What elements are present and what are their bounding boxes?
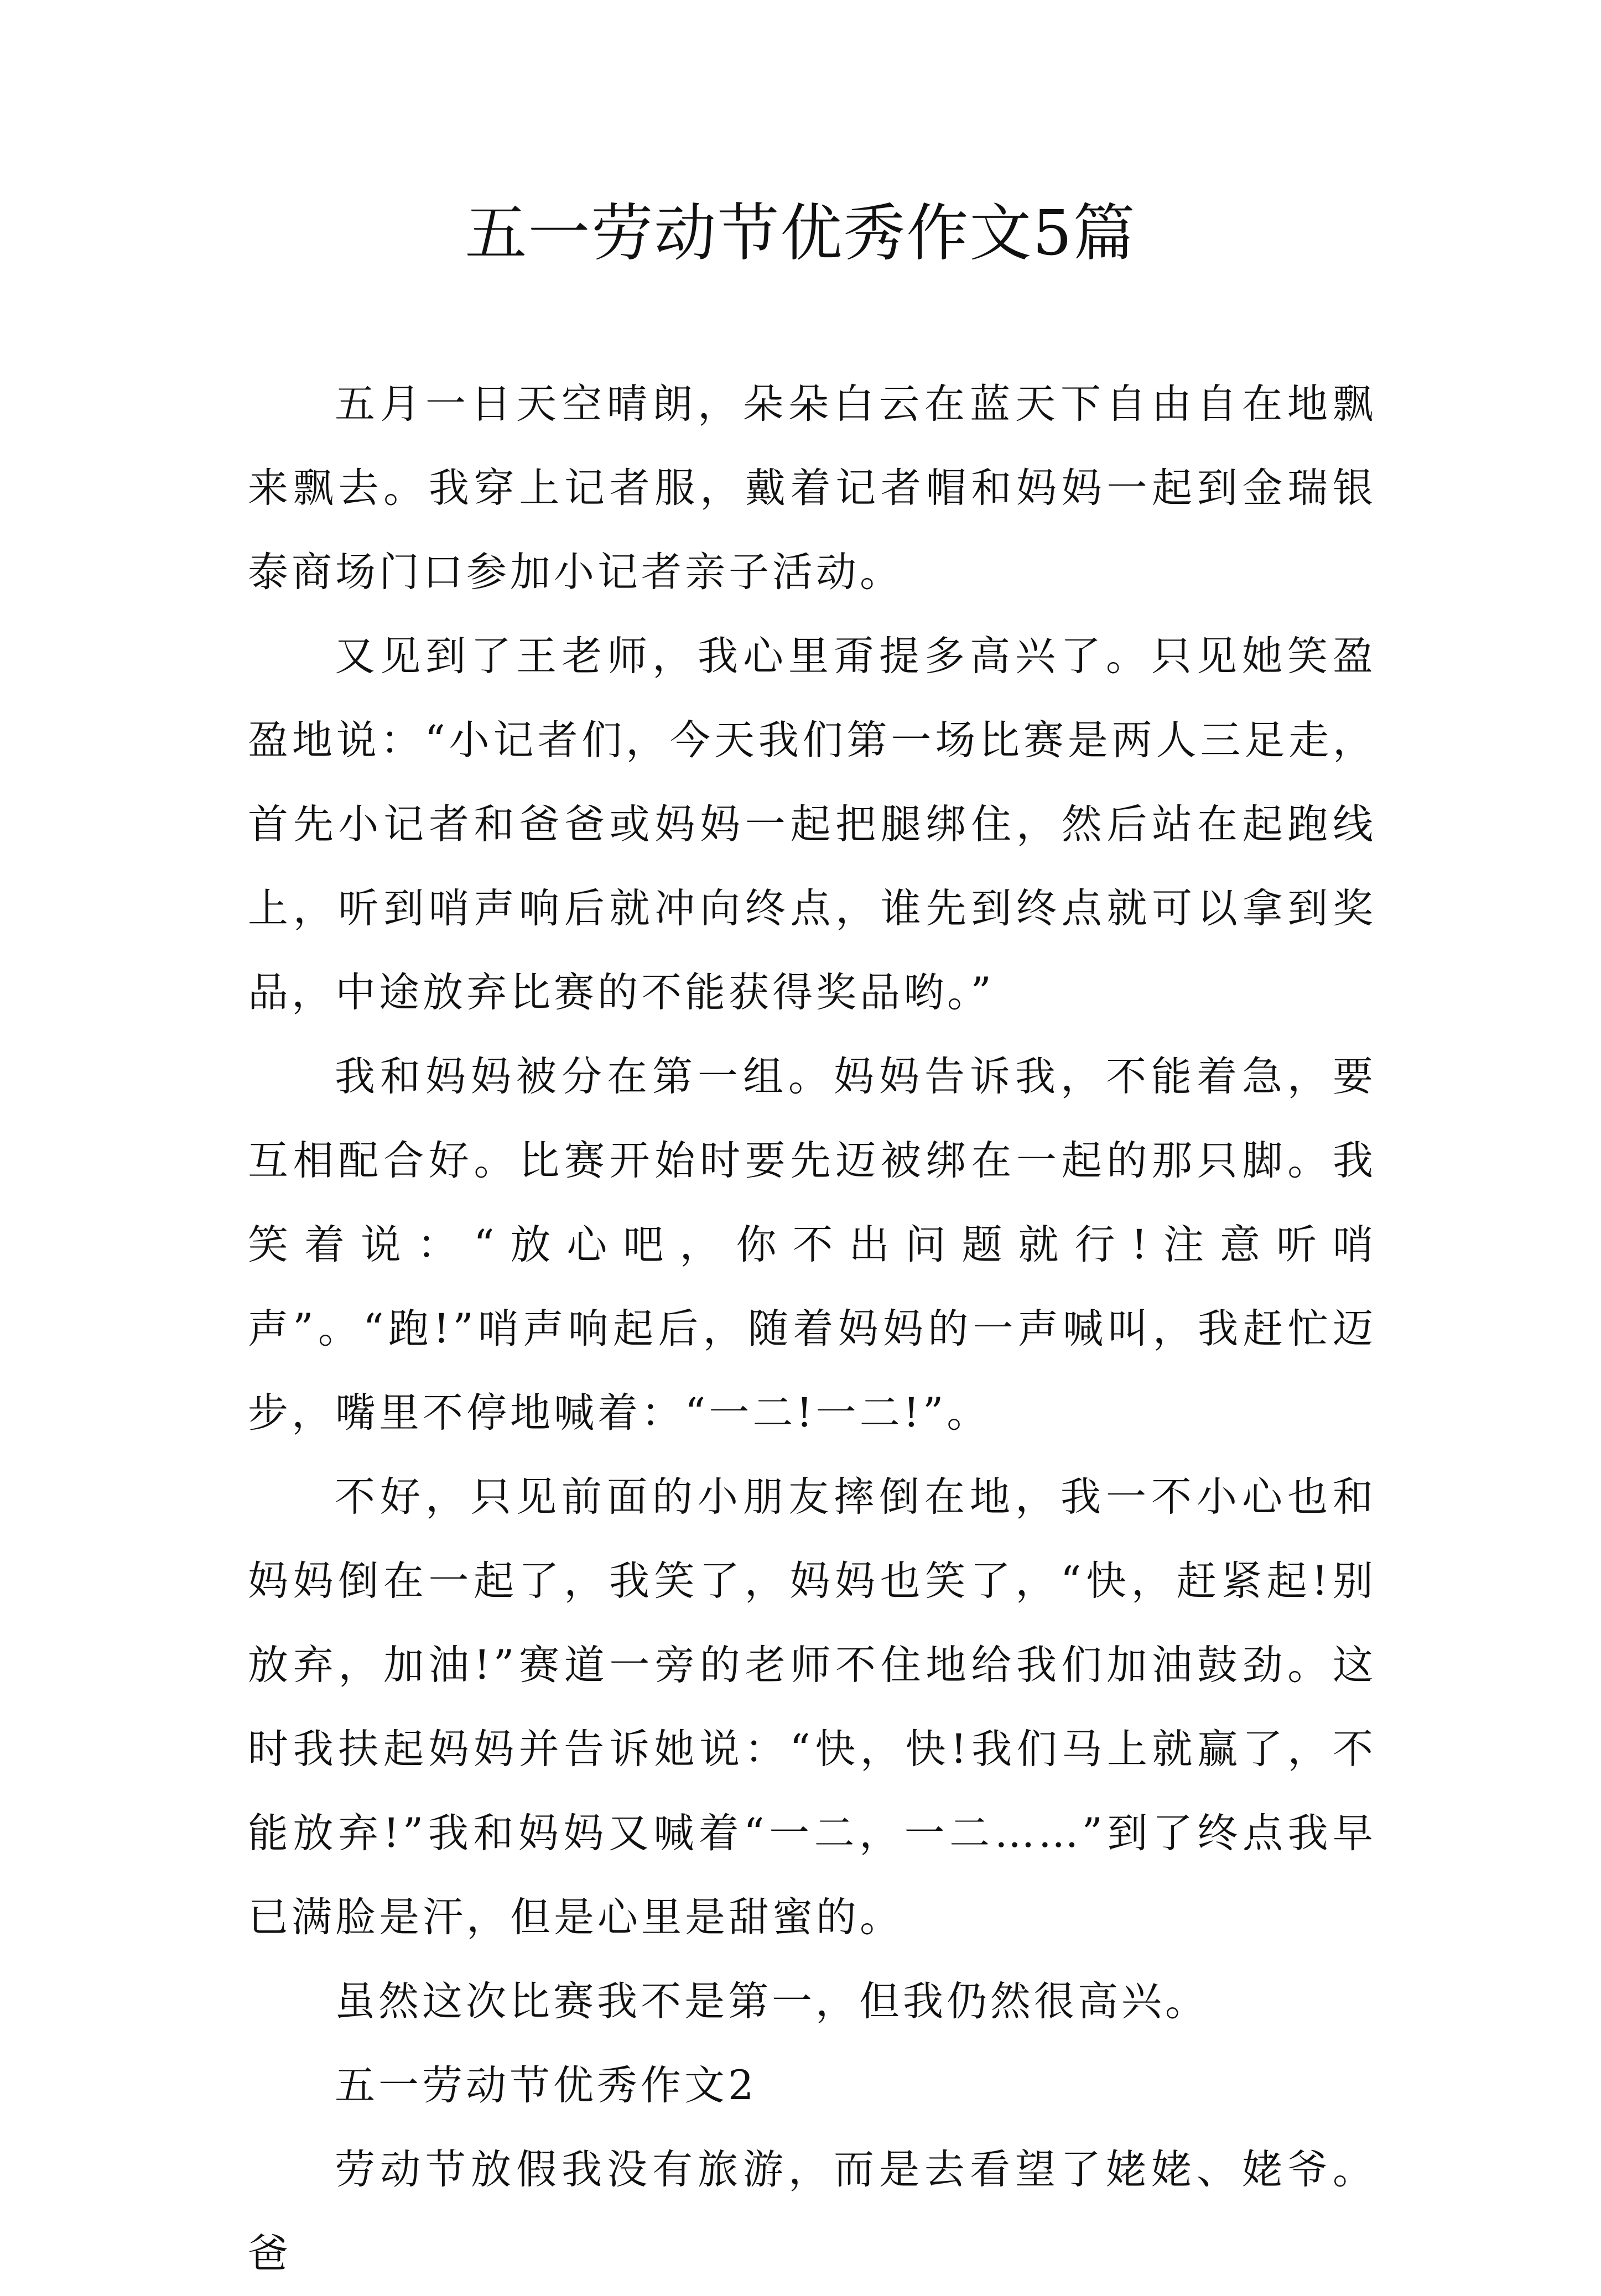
paragraph: 不好，只见前面的小朋友摔倒在地，我一不小心也和妈妈倒在一起了，我笑了，妈妈也笑了，“快，赶紧起!别放弃，加油!”赛道一旁的老师不住地给我们加油鼓劲。这时我扶起妈妈并告诉她说：“快，快!我们马上就赢了，不能放弃!”我和妈妈又喊着“一二，一二……”到了终点我早已满脸是汗，但是心里是甜蜜的。	[248, 1474, 1376, 1941]
section-heading: 五一劳动节优秀作文2	[335, 2062, 757, 2109]
paragraph: 虽然这次比赛我不是第一，但我仍然很高兴。	[335, 1978, 1209, 2025]
paragraph: 五月一日天空晴朗，朵朵白云在蓝天下自由自在地飘来飘去。我穿上记者服，戴着记者帽和妈妈一起到金瑞银泰商场门口参加小记者亲子活动。	[248, 381, 1376, 596]
paragraph: 我和妈妈被分在第一组。妈妈告诉我，不能着急，要互相配合好。比赛开始时要先迈被绑在一起的那只脚。我笑着说：“放心吧，你不出问题就行!注意听哨声”。“跑!”哨声响起后，随着妈妈的一声喊叫，我赶忙迈步，嘴里不停地喊着：“一二!一二!”。	[248, 1053, 1376, 1436]
document-title: 五一劳动节优秀作文5篇	[465, 197, 1136, 269]
paragraph: 劳动节放假我没有旅游，而是去看望了姥姥、姥爷。爸	[248, 2146, 1376, 2277]
document-body	[248, 362, 1376, 2296]
paragraph: 又见到了王老师，我心里甭提多高兴了。只见她笑盈盈地说：“小记者们，今天我们第一场比赛是两人三足走，首先小记者和爸爸或妈妈一起把腿绑住，然后站在起跑线上，听到哨声响后就冲向终点，谁先到终点就可以拿到奖品，中途放弃比赛的不能获得奖品哟。”	[248, 633, 1376, 1016]
